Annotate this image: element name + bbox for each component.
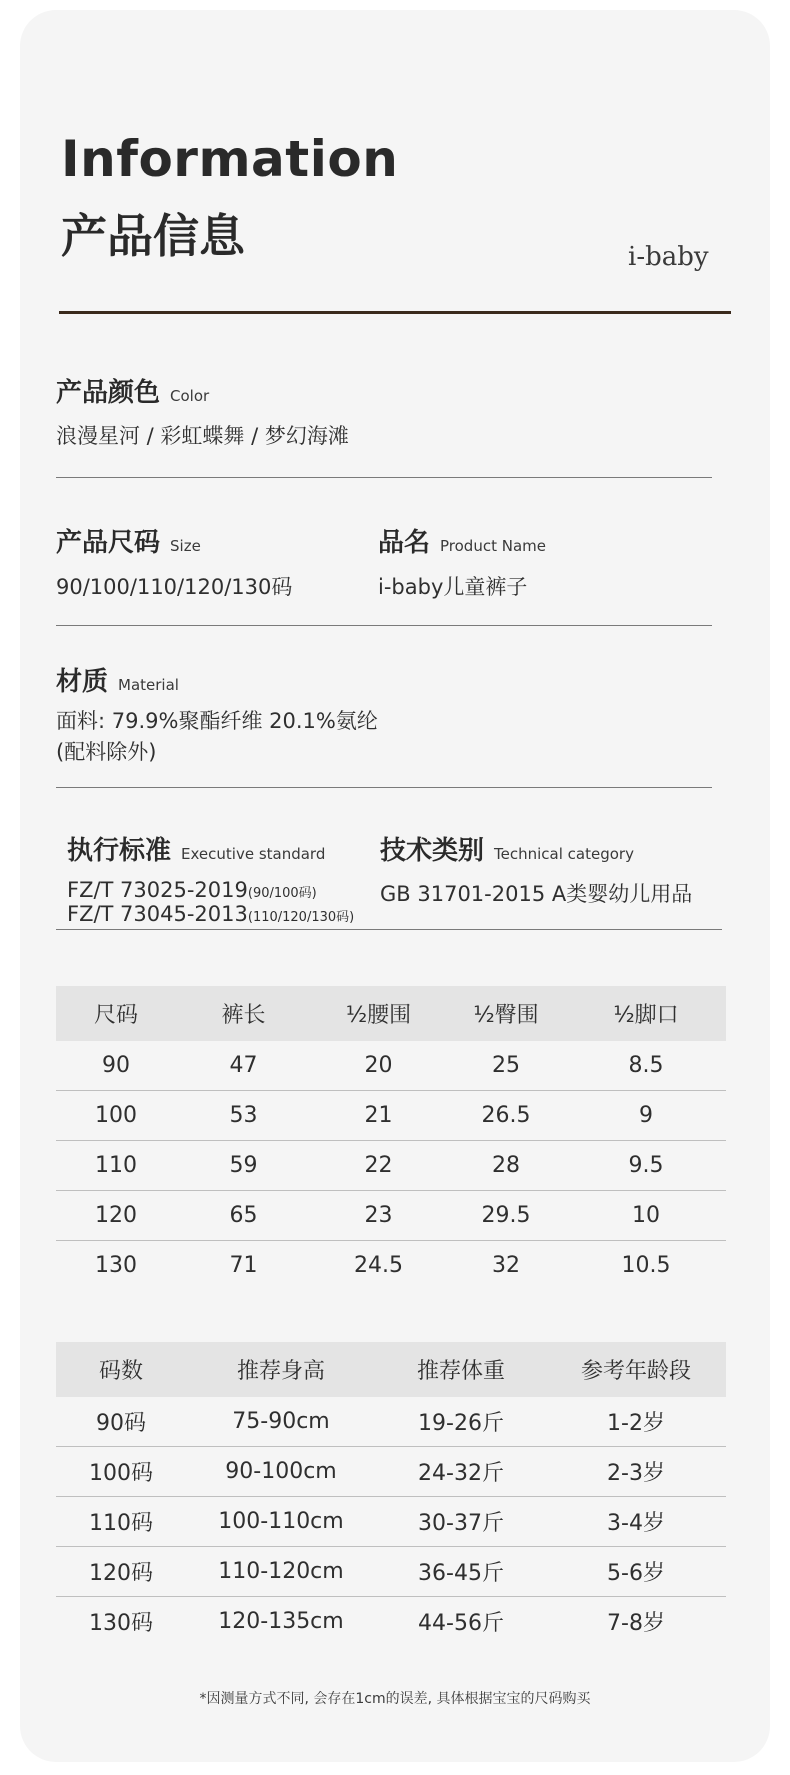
fit-table-row-cell: 36-45斤 — [376, 1547, 546, 1597]
size-table-row — [56, 1041, 726, 1091]
fit-table-row-cell: 75-90cm — [186, 1397, 376, 1447]
fit-table-row-cell: 90码 — [56, 1397, 186, 1447]
size-table-row-cell: 32 — [492, 1253, 520, 1278]
size-value: 90/100/110/120/130码 — [56, 575, 293, 599]
size-table-row-cell: 8.5 — [566, 1041, 726, 1091]
fit-table-header: 推荐身高 — [186, 1342, 376, 1397]
size-table-row-cell: 24.5 — [354, 1253, 403, 1278]
product-name-value: i-baby儿童裤子 — [378, 575, 528, 599]
brand-logo: i-baby — [628, 242, 709, 272]
standard-code-2: FZ/T 73045-2013 — [67, 902, 248, 926]
size-table-row-cell: 20 — [311, 1041, 446, 1091]
fit-table-header: 参考年龄段 — [546, 1342, 726, 1397]
size-table-row-cell: 120 — [56, 1191, 176, 1241]
fit-table-header: 推荐体重 — [376, 1342, 546, 1397]
product-name-label-cn: 品名 — [378, 528, 431, 558]
size-table-row-cell: 65 — [176, 1191, 311, 1241]
divider-size — [56, 625, 712, 626]
fit-table-row — [56, 1397, 726, 1447]
size-table-row-cell: 28 — [446, 1141, 566, 1191]
fit-table-row-cell: 30-37斤 — [376, 1497, 546, 1547]
tech-label-en: Technical category — [494, 845, 634, 863]
tech-value: GB 31701-2015 A类婴幼儿用品 — [380, 882, 693, 906]
standard-line1 — [67, 878, 317, 902]
fit-table-row — [56, 1447, 726, 1497]
size-label-cn: 产品尺码 — [56, 528, 161, 558]
size-label — [56, 522, 201, 559]
material-line1: 面料: 79.9%聚酯纤维 20.1%氨纶 — [56, 709, 378, 733]
size-table-row-cell: 23 — [311, 1191, 446, 1241]
size-table-row-cell: 25 — [446, 1041, 566, 1091]
size-table-row-cell: 110 — [56, 1141, 176, 1191]
fit-table-row-cell: 44-56斤 — [418, 1611, 504, 1636]
size-table-row — [56, 1241, 726, 1291]
divider-standard — [56, 929, 722, 930]
size-table-row — [56, 1191, 726, 1241]
size-table-row — [56, 1141, 726, 1191]
fit-table-row-cell: 1-2岁 — [546, 1397, 726, 1447]
fit-table-row-cell: 120码 — [56, 1547, 186, 1597]
color-label — [56, 372, 209, 409]
material-label-cn: 材质 — [56, 667, 109, 697]
size-table-row-cell: 10 — [566, 1191, 726, 1241]
material-label — [56, 661, 179, 698]
size-table-header: 裤长 — [176, 986, 311, 1041]
fit-table-row-cell: 5-6岁 — [546, 1547, 726, 1597]
color-label-en: Color — [170, 387, 210, 405]
size-table-row-cell: 71 — [229, 1253, 258, 1278]
fit-table-row-cell: 7-8岁 — [607, 1611, 665, 1636]
tech-label — [380, 830, 634, 867]
size-table-row — [56, 1091, 726, 1141]
fit-table-header: 码数 — [56, 1342, 186, 1397]
tech-label-cn: 技术类别 — [380, 836, 485, 866]
product-name-label-en: Product Name — [440, 537, 546, 555]
standard-code-1: FZ/T 73025-2019 — [67, 878, 248, 902]
standard-note-2: (110/120/130码) — [247, 910, 355, 925]
size-table-row-cell: 59 — [176, 1141, 311, 1191]
size-table-row-cell: 21 — [311, 1091, 446, 1141]
material-line2: (配料除外) — [56, 740, 157, 764]
title-chinese: 产品信息 — [61, 209, 245, 263]
fit-table-row-cell: 130码 — [89, 1611, 153, 1636]
size-table-row-cell: 130 — [95, 1253, 137, 1278]
size-table-row-cell: 22 — [311, 1141, 446, 1191]
material-label-en: Material — [118, 676, 179, 694]
size-table-row-cell: 9.5 — [566, 1141, 726, 1191]
size-table-row-cell: 26.5 — [446, 1091, 566, 1141]
size-table-row-cell: 9 — [566, 1091, 726, 1141]
fit-table-row — [56, 1497, 726, 1547]
size-label-en: Size — [170, 537, 201, 555]
size-table-header: ½脚口 — [566, 986, 726, 1041]
standard-label — [67, 830, 325, 867]
size-table-header: ½臀围 — [446, 986, 566, 1041]
fit-table-header-row — [56, 1342, 726, 1397]
fit-table-row — [56, 1597, 726, 1647]
fit-table-row-cell: 100码 — [56, 1447, 186, 1497]
size-table-header: ½腰围 — [311, 986, 446, 1041]
color-value: 浪漫星河 / 彩虹蝶舞 / 梦幻海滩 — [56, 424, 349, 448]
fit-table-row-cell: 110-120cm — [186, 1547, 376, 1597]
fit-table-row-cell: 24-32斤 — [376, 1447, 546, 1497]
fit-table-row-cell: 110码 — [56, 1497, 186, 1547]
size-table-row-cell: 47 — [176, 1041, 311, 1091]
size-table-row-cell: 29.5 — [446, 1191, 566, 1241]
size-measurement-table — [56, 986, 726, 1290]
header-divider — [59, 311, 731, 314]
color-label-cn: 产品颜色 — [56, 378, 161, 408]
fit-table-row-cell: 3-4岁 — [546, 1497, 726, 1547]
fit-table-row-cell: 120-135cm — [218, 1609, 344, 1634]
size-table-row-cell: 53 — [176, 1091, 311, 1141]
title-english: Information — [61, 130, 399, 188]
divider-color — [56, 477, 712, 478]
fit-table-row — [56, 1547, 726, 1597]
standard-line2 — [67, 902, 354, 926]
standard-note-1: (90/100码) — [247, 886, 317, 901]
size-table-row-cell: 100 — [56, 1091, 176, 1141]
footnote: *因测量方式不同, 会存在1cm的误差, 具体根据宝宝的尺码购买 — [199, 1691, 591, 1707]
divider-material — [56, 787, 712, 788]
standard-label-cn: 执行标准 — [67, 836, 172, 866]
size-table-header: 尺码 — [56, 986, 176, 1041]
fit-table-row-cell: 100-110cm — [186, 1497, 376, 1547]
standard-label-en: Executive standard — [181, 845, 326, 863]
size-table-header-row — [56, 986, 726, 1041]
fit-table-row-cell: 90-100cm — [186, 1447, 376, 1497]
size-table-row-cell: 90 — [56, 1041, 176, 1091]
size-table-row-cell: 10.5 — [621, 1253, 671, 1278]
fit-recommendation-table — [56, 1342, 726, 1646]
fit-table-row-cell: 2-3岁 — [546, 1447, 726, 1497]
product-name-label — [378, 522, 546, 559]
fit-table-row-cell: 19-26斤 — [376, 1397, 546, 1447]
